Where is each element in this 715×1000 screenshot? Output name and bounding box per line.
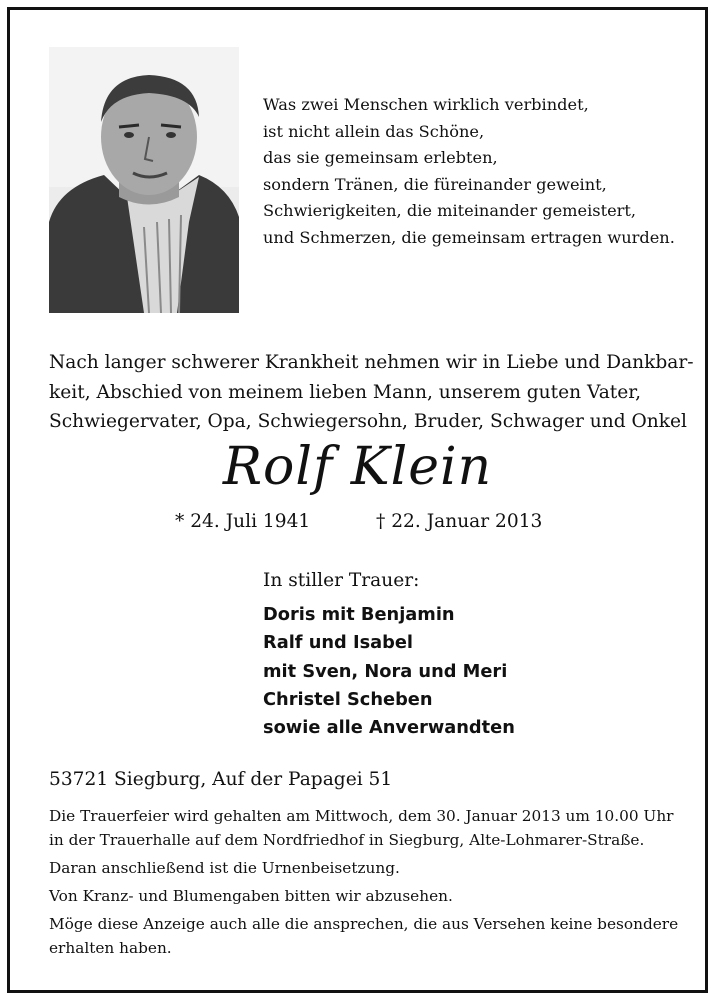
notes-line: Von Kranz- und Blumengaben bitten wir abzusehen. [49,887,453,905]
mourner-name: Ralf und Isabel [263,632,414,654]
death-date: † 22. Januar 2013 [376,511,543,532]
intro-line: Schwiegervater, Opa, Schwiegersohn, Bruder, Schwager und Onkel [49,411,687,432]
intro-line: Nach langer schwerer Krankheit nehmen wir in Liebe und Dankbar- [49,352,694,373]
mourners-list [263,601,515,742]
notes-line: erhalten haben. [49,939,172,957]
address: 53721 Siegburg, Auf der Papagei 51 [49,769,393,790]
poem-line: ist nicht allein das Schöne, [263,121,485,141]
poem-line: und Schmerzen, die gemeinsam ertragen wurden. [263,227,675,247]
birth-date: * 24. Juli 1941 [175,511,311,532]
poem-line: Schwierigkeiten, die miteinander gemeistert, [263,201,637,220]
mourning-label: In stiller Trauer: [263,570,420,591]
mourner-name: sowie alle Anverwandten [263,717,515,739]
funeral-notes [49,804,679,964]
notes-line: Daran anschließend ist die Urnenbeisetzung. [49,859,400,877]
portrait-photo [49,47,239,313]
notes-line: Möge diese Anzeige auch alle die ansprechen, die aus Versehen keine besondere [49,915,679,933]
notes-line: Die Trauerfeier wird gehalten am Mittwoch, dem 30. Januar 2013 um 10.00 Uhr [49,807,674,825]
portrait-illustration [49,47,239,313]
mourner-name: mit Sven, Nora und Meri [263,660,508,682]
intro-text [49,348,694,437]
poem-line: sondern Tränen, die füreinander geweint, [263,174,607,194]
notes-paragraph [49,856,679,880]
notes-paragraph [49,884,679,908]
poem-line: Was zwei Menschen wirklich verbindet, [263,95,589,114]
notes-paragraph [49,804,679,852]
deceased-name: Rolf Klein [222,437,493,497]
mourner-name: Doris mit Benjamin [263,604,455,625]
notes-paragraph [49,912,679,960]
poem [263,92,693,251]
intro-line: keit, Abschied von meinem lieben Mann, unserem guten Vater, [49,381,642,403]
notes-line: in der Trauerhalle auf dem Nordfriedhof in Siegburg, Alte-Lohmarer-Straße. [49,831,645,849]
poem-line: das sie gemeinsam erlebten, [263,148,498,167]
mourner-name: Christel Scheben [263,688,433,710]
